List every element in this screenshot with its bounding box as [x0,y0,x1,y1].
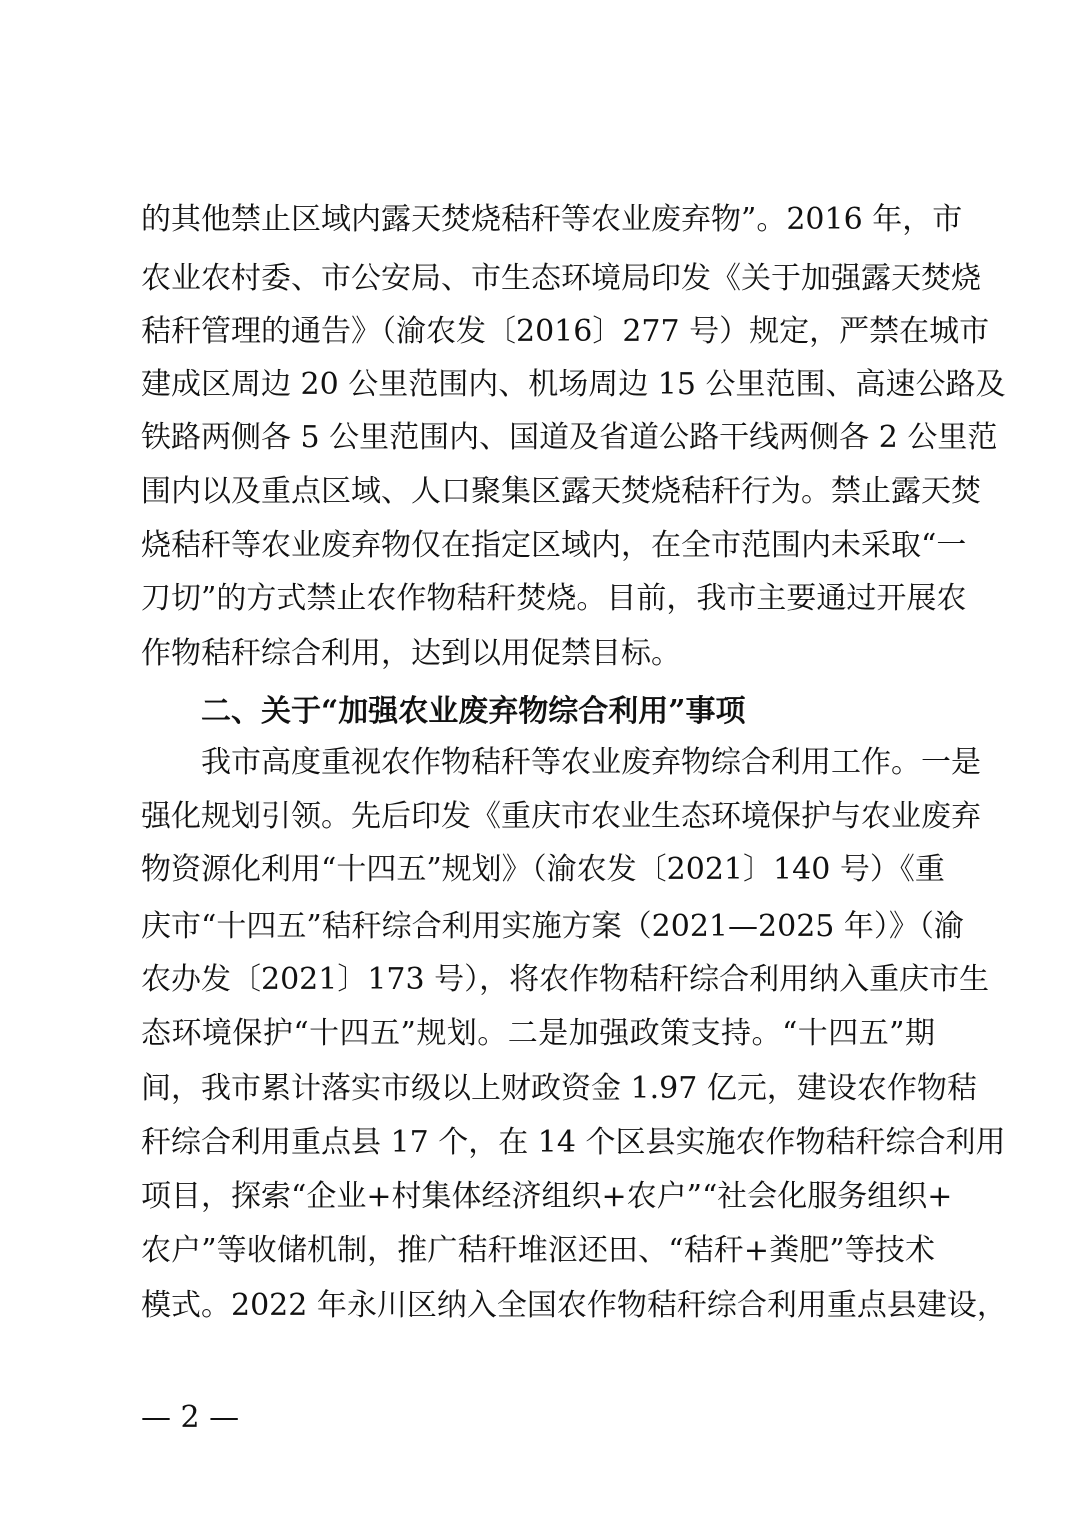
body-text-line: 的其他禁止区域内露天焚烧秸秆等农业废弃物”。2016 年，市 [141,202,963,237]
body-text-line: 建成区周边 20 公里范围内、机场周边 15 公里范围、高速公路及 [141,367,1006,402]
body-text-line: 秆综合利用重点县 17 个，在 14 个区县实施农作物秸秆综合利用 [141,1125,1006,1160]
body-text-line: 态环境保护“十四五”规划。二是加强政策支持。“十四五”期 [141,1016,935,1051]
body-text-line: 物资源化利用“十四五”规划》（渝农发〔2021〕140 号）《重 [141,852,945,887]
body-text-line: 铁路两侧各 5 公里范围内、国道及省道公路干线两侧各 2 公里范 [141,420,998,455]
body-text-line: 项目，探索“企业+村集体经济组织+农户”“社会化服务组织+ [141,1179,953,1214]
body-text-line: 刀切”的方式禁止农作物秸秆焚烧。目前，我市主要通过开展农 [141,581,967,616]
body-text-line: 农办发〔2021〕173 号），将农作物秸秆综合利用纳入重庆市生 [141,962,990,997]
body-text-line: 间，我市累计落实市级以上财政资金 1.97 亿元，建设农作物秸 [141,1071,977,1106]
page-number: — 2 — [141,1400,240,1435]
body-text-line: 农业农村委、市公安局、市生态环境局印发《关于加强露天焚烧 [141,261,981,296]
body-text-line: 围内以及重点区域、人口聚集区露天焚烧秸秆行为。禁止露天焚 [141,474,981,509]
body-text-line: 模式。2022 年永川区纳入全国农作物秸秆综合利用重点县建设， [141,1288,1007,1323]
section-heading: 二、关于“加强农业废弃物综合利用”事项 [201,694,746,729]
body-text-line: 我市高度重视农作物秸秆等农业废弃物综合利用工作。一是 [201,745,981,780]
body-text-line: 烧秸秆等农业废弃物仅在指定区域内，在全市范围内未采取“一 [141,528,967,563]
body-text-line: 庆市“十四五”秸秆综合利用实施方案（2021—2025 年）》（渝 [141,909,964,944]
body-text-line: 强化规划引领。先后印发《重庆市农业生态环境保护与农业废弃 [141,799,981,834]
body-text-line: 农户”等收储机制，推广秸秆堆沤还田、“秸秆+粪肥”等技术 [141,1233,935,1268]
body-text-line: 秸秆管理的通告》（渝农发〔2016〕277 号）规定，严禁在城市 [141,314,990,349]
body-text-line: 作物秸秆综合利用，达到以用促禁目标。 [141,636,681,671]
